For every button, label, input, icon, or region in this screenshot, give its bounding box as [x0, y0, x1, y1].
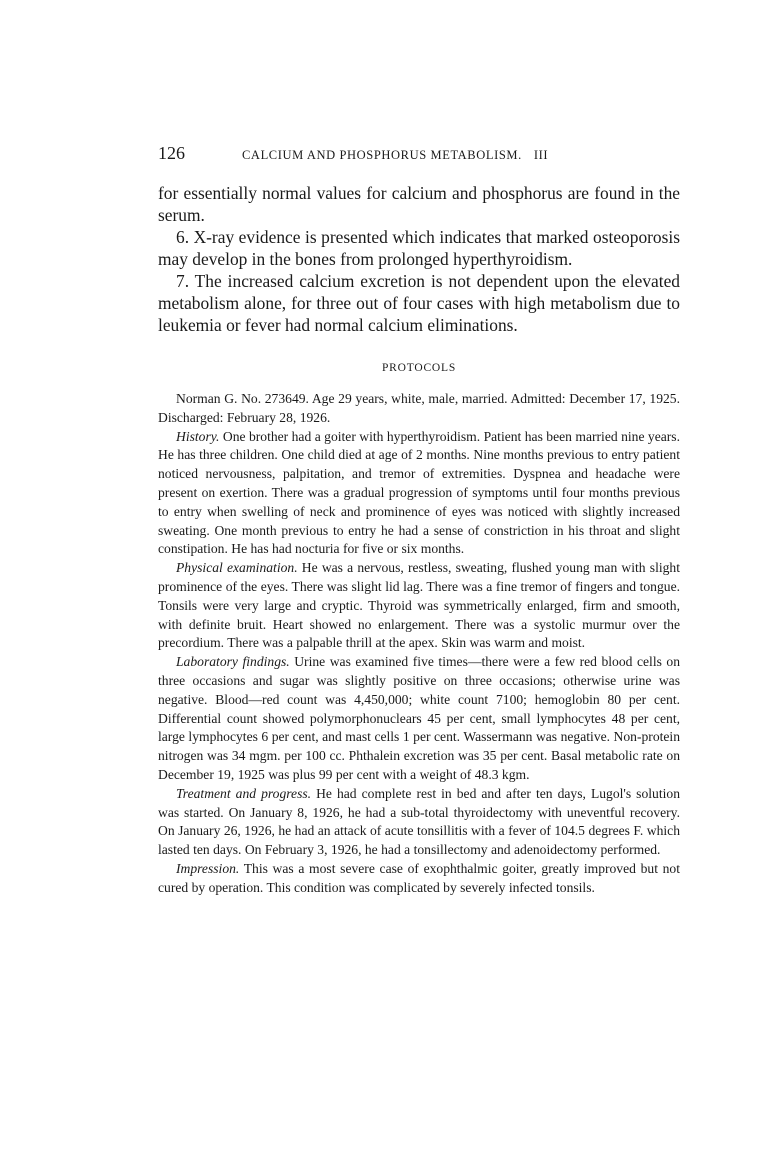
part-number: III	[533, 148, 549, 162]
patient-line: Norman G. No. 273649. Age 29 years, white, male, married. Admitted: December 17, 1925. Discharged: February 28, 1926.	[158, 391, 680, 425]
section-heading: PROTOCOLS	[381, 362, 457, 374]
treatment-paragraph	[158, 785, 680, 860]
impression-paragraph	[158, 860, 680, 898]
paragraph-text: One brother had a goiter with hyperthyroidism. Patient has been married nine years. He has three children. One child died at age of 2 months. Nine months previous to entry patient noticed nervousness, palpitation, and tremor of extremities. Dyspnea and headache were present on exertion. There was a gradual progression of symptoms until four months previous to entry when swelling of neck and prominence of eyes was noticed with slightly increased sweating. One month previous to entry he had a sense of constriction in his throat and slight constipation. He has had nocturia for five or six months.	[158, 428, 681, 557]
paragraph-label: Impression.	[176, 860, 240, 876]
laboratory-findings-paragraph	[158, 653, 680, 785]
paragraph-label: Treatment and progress.	[176, 785, 312, 801]
paragraph-label: Physical examination.	[176, 560, 298, 576]
conclusion-7: 7. The increased calcium excretion is not dependent upon the elevated metabolism alone, for three out of four cases with high metabolism due to leukemia or fever had normal calcium eliminations.	[158, 271, 680, 335]
page-number: 126	[158, 143, 185, 163]
physical-examination-paragraph	[158, 559, 680, 653]
document-page	[158, 143, 680, 898]
conclusion-continuation: for essentially normal values for calcium and phosphorus are found in the serum.	[158, 183, 680, 225]
paragraph-text: This was a most severe case of exophthalmic goiter, greatly improved but not cured by operation. This condition was complicated by severely infected tonsils.	[158, 860, 680, 895]
protocol-section	[158, 390, 680, 898]
conclusions-section	[158, 182, 680, 336]
history-paragraph	[158, 428, 680, 560]
running-title: CALCIUM AND PHOSPHORUS METABOLISM.	[242, 148, 522, 162]
paragraph-text: He was a nervous, restless, sweating, flushed young man with slight prominence of the eyes. There was slight lid lag. There was a fine tremor of fingers and tongue. Tonsils were very large and cryptic. Thyroid was symmetrically enlarged, firm and smooth, with definite bruit. Heart showed no enlargement. There was a systolic murmur over the precordium. There was a palpable thrill at the apex. Skin was warm and moist.	[158, 560, 680, 651]
paragraph-text: Urine was examined five times—there were a few red blood cells on three occasions and sugar was slightly positive on three occasions; otherwise urine was negative. Blood—red count was 4,450,000; white count 7100; hemoglobin 80 per cent. Differential count showed polymorphonuclears 45 per cent, small lymphocytes 48 per cent, large lymphocytes 6 per cent, and mast cells 1 per cent. Wassermann was negative. Non-protein nitrogen was 34 mgm. per 100 cc. Phthalein excretion was 35 per cent. Basal metabolic rate on December 19, 1925 was plus 99 per cent with a weight of 48.3 kgm.	[158, 654, 681, 782]
paragraph-label: Laboratory findings.	[176, 654, 290, 670]
paragraph-label: History.	[176, 428, 220, 444]
paragraph-text: He had complete rest in bed and after ten days, Lugol's solution was started. On January 8, 1926, he had a sub-total thyroidectomy with uneventful recovery. On January 26, 1926, he had an attack of acute tonsillitis with a fever of 104.5 degrees F. which lasted ten days. On February 3, 1926, he had a tonsillectomy and adenoidectomy performed.	[158, 785, 680, 858]
running-head	[158, 143, 680, 164]
conclusion-6: 6. X-ray evidence is presented which indicates that marked osteoporosis may develop in the bones from prolonged hyperthyroidism.	[158, 227, 680, 269]
